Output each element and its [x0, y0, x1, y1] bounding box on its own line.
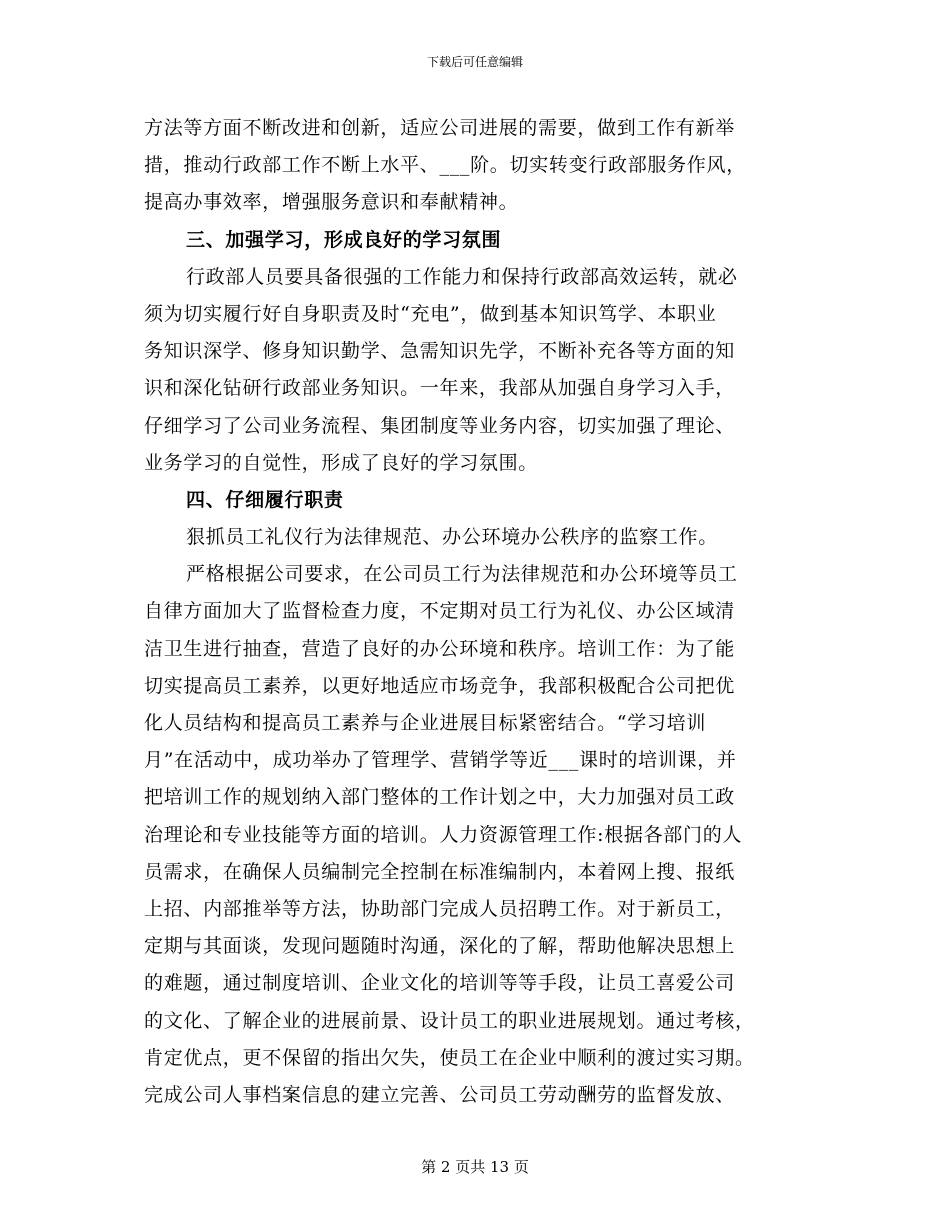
- body-text-line: 狠抓员工礼仪行为法律规范、办公环境办公秩序的监察工作。: [186, 526, 718, 549]
- body-text-line: 洁卫生进行抽查，营造了良好的办公环境和秩序。培训工作：为了能: [144, 637, 736, 660]
- body-text-line: 提高办事效率，增强服务意识和奉献精神。: [144, 191, 519, 214]
- section-heading: 四、仔细履行职责: [186, 488, 344, 511]
- body-text-line: 上招、内部推举等方法，协助部门完成人员招聘工作。对于新员工，: [144, 897, 736, 920]
- body-text-line: 把培训工作的规划纳入部门整体的工作计划之中，大力加强对员工政: [144, 786, 736, 809]
- body-text-line: 切实提高员工素养，以更好地适应市场竞争，我部积极配合公司把优: [144, 674, 736, 697]
- document-body: [144, 110, 808, 1114]
- body-text-line: 自律方面加大了监督检查力度，不定期对员工行为礼仪、办公区域清: [144, 600, 736, 623]
- page-number: 第 2 页共 13 页: [421, 1158, 529, 1176]
- page-header-note: 下载后可任意编辑: [426, 55, 523, 69]
- body-text-line: 完成公司人事档案信息的建立完善、公司员工劳动酬劳的监督发放、: [144, 1083, 736, 1106]
- body-text-line: 治理论和专业技能等方面的培训。人力资源管理工作:根据各部门的人: [144, 823, 743, 846]
- body-text-line: 识和深化钻研行政部业务知识。一年来，我部从加强自身学习入手，: [144, 377, 736, 400]
- body-text-line: 化人员结构和提高员工素养与企业进展目标紧密结合。“学习培训: [144, 712, 707, 734]
- body-text-line: 务知识深学、修身知识勤学、急需知识先学，不断补充各等方面的知: [144, 340, 736, 363]
- body-text-line: 仔细学习了公司业务流程、集团制度等业务内容，切实加强了理论、: [144, 414, 736, 437]
- body-text-line: 月”在活动中，成功举办了管理学、营销学等近___课时的培训课，并: [144, 749, 737, 772]
- body-text-line: 行政部人员要具备很强的工作能力和保持行政部高效运转，就必: [186, 265, 738, 288]
- body-text-line: 方法等方面不断改进和创新，适应公司进展的需要，做到工作有新举: [144, 117, 736, 139]
- body-text-line: 须为切实履行好自身职责及时“充电”，做到基本知识笃学、本职业: [144, 302, 717, 325]
- body-text-line: 业务学习的自觉性，形成了良好的学习氛围。: [144, 451, 539, 474]
- body-text-line: 的文化、了解企业的进展前景、设计员工的职业进展规划。通过考核，: [144, 1009, 755, 1032]
- body-text-line: 严格根据公司要求，在公司员工行为法律规范和办公环境等员工: [186, 563, 738, 586]
- body-text-line: 的难题，通过制度培训、企业文化的培训等等手段，让员工喜爱公司: [144, 972, 736, 995]
- body-text-line: 定期与其面谈，发现问题随时沟通，深化的了解，帮助他解决思想上: [144, 935, 736, 958]
- body-text-line: 员需求，在确保人员编制完全控制在标准编制内，本着网上搜、报纸: [144, 860, 736, 883]
- body-text-line: 措，推动行政部工作不断上水平、___阶。切实转变行政部服务作风，: [144, 154, 746, 177]
- body-text-line: 肯定优点，更不保留的指出欠失，使员工在企业中顺利的渡过实习期。: [144, 1046, 755, 1069]
- section-heading: 三、加强学习，形成良好的学习氛围: [186, 228, 502, 251]
